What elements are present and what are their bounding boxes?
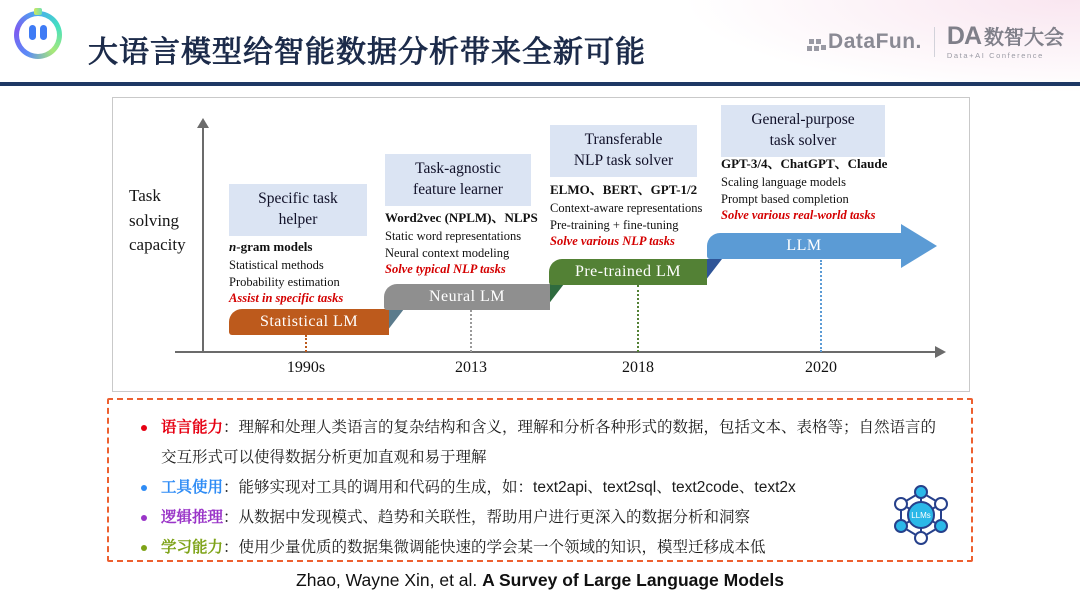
x-tick-1990s: 1990s	[286, 359, 326, 376]
stage-header-general-purpose: General-purpose task solver	[721, 105, 885, 157]
ribbon-llm: LLM	[707, 233, 901, 259]
da-subtitle: Data+AI Conference	[946, 51, 1044, 60]
stage-details-specific-task-helper: n-gram models Statistical methods Probability estimation Assist in specific tasks	[229, 239, 344, 306]
capability-text: ：能够实现对工具的调用和代码的生成，如：text2api、text2sql、text2code、text2x	[223, 479, 796, 496]
stage-header-task-agnostic: Task-agnostic feature learner	[385, 154, 531, 206]
stage-details-transferable: ELMO、BERT、GPT-1/2 Context-aware representations Pre-training + fine-tuning Solve various NLP tasks	[550, 182, 703, 249]
stage-header-specific-task-helper: Specific task helper	[229, 184, 367, 236]
x-axis-line	[175, 351, 937, 353]
page-title: 大语言模型给智能数据分析带来全新可能	[88, 36, 646, 69]
ribbon-neural-lm: Neural LM	[384, 284, 550, 310]
bullet-dot	[141, 425, 147, 431]
x-tick-2013: 2013	[455, 359, 487, 376]
brand-divider	[934, 27, 935, 57]
x-axis-arrow	[935, 346, 946, 358]
da-badge: DA	[946, 22, 981, 50]
capability-tools	[131, 473, 949, 503]
ribbon-statistical-lm: Statistical LM	[229, 309, 389, 335]
connector-llm	[820, 260, 822, 352]
y-axis-line	[202, 128, 204, 352]
y-axis-label: Task solving capacity	[129, 186, 186, 255]
capability-text: ：从数据中发现模式、趋势和关联性，帮助用户进行更深入的数据分析和洞察	[223, 509, 751, 526]
datafun-logo	[809, 30, 922, 54]
citation-title: A Survey of Large Language Models	[482, 570, 784, 590]
da-name: 数智大会	[984, 27, 1064, 49]
capability-label: 逻辑推理	[161, 509, 224, 526]
logo-eye-right	[40, 25, 47, 40]
timeline-chart	[112, 97, 970, 392]
da-conference-logo	[947, 24, 1064, 60]
logo-eye-left	[29, 25, 36, 40]
connector-statistical-lm	[305, 335, 307, 352]
citation	[0, 570, 1080, 591]
llms-icon-label: LLMs	[911, 511, 931, 520]
capability-learning	[131, 533, 949, 563]
datafun-wordmark: DataFun.	[828, 29, 922, 53]
connector-neural-lm	[470, 310, 472, 352]
logo-sprout	[34, 8, 42, 15]
x-tick-2020: 2020	[805, 359, 837, 376]
datafun-dots-icon	[809, 39, 814, 44]
capability-reasoning	[131, 503, 949, 533]
bullet-dot	[141, 485, 147, 491]
y-axis-arrow	[197, 118, 209, 128]
capability-text: ：理解和处理人类语言的复杂结构和含义，理解和分析各种形式的数据，包括文本、表格等；自然语言的交互形式可以使得数据分析更加直观和易于理解	[161, 419, 937, 466]
header-underline	[0, 82, 1080, 86]
bullet-dot	[141, 545, 147, 551]
stage-details-task-agnostic: Word2vec (NPLM)、NLPS Static word representations Neural context modeling Solve typical NLP tasks	[385, 210, 538, 277]
ribbon-pretrained-lm: Pre-trained LM	[549, 259, 707, 285]
capability-text: ：使用少量优质的数据集微调能快速的学会某一个领域的知识，模型迁移成本低	[223, 539, 766, 556]
logo-face	[19, 16, 57, 54]
capability-label: 语言能力	[161, 419, 224, 436]
x-tick-2018: 2018	[622, 359, 654, 376]
capability-label: 工具使用	[161, 479, 224, 496]
app-logo-icon	[14, 11, 62, 59]
stage-details-general-purpose: GPT-3/4、ChatGPT、Claude Scaling language models Prompt based completion Solve various real-world tasks	[721, 156, 888, 223]
connector-pretrained-lm	[637, 285, 639, 352]
capability-language	[131, 413, 949, 473]
llms-network-icon	[889, 480, 953, 550]
llm-arrowhead	[901, 224, 937, 268]
bullet-dot	[141, 515, 147, 521]
capabilities-box	[107, 398, 973, 562]
citation-authors: Zhao, Wayne Xin, et al.	[296, 570, 483, 590]
brand-area	[809, 24, 1064, 60]
capability-label: 学习能力	[161, 539, 224, 556]
stage-header-transferable: Transferable NLP task solver	[550, 125, 697, 177]
